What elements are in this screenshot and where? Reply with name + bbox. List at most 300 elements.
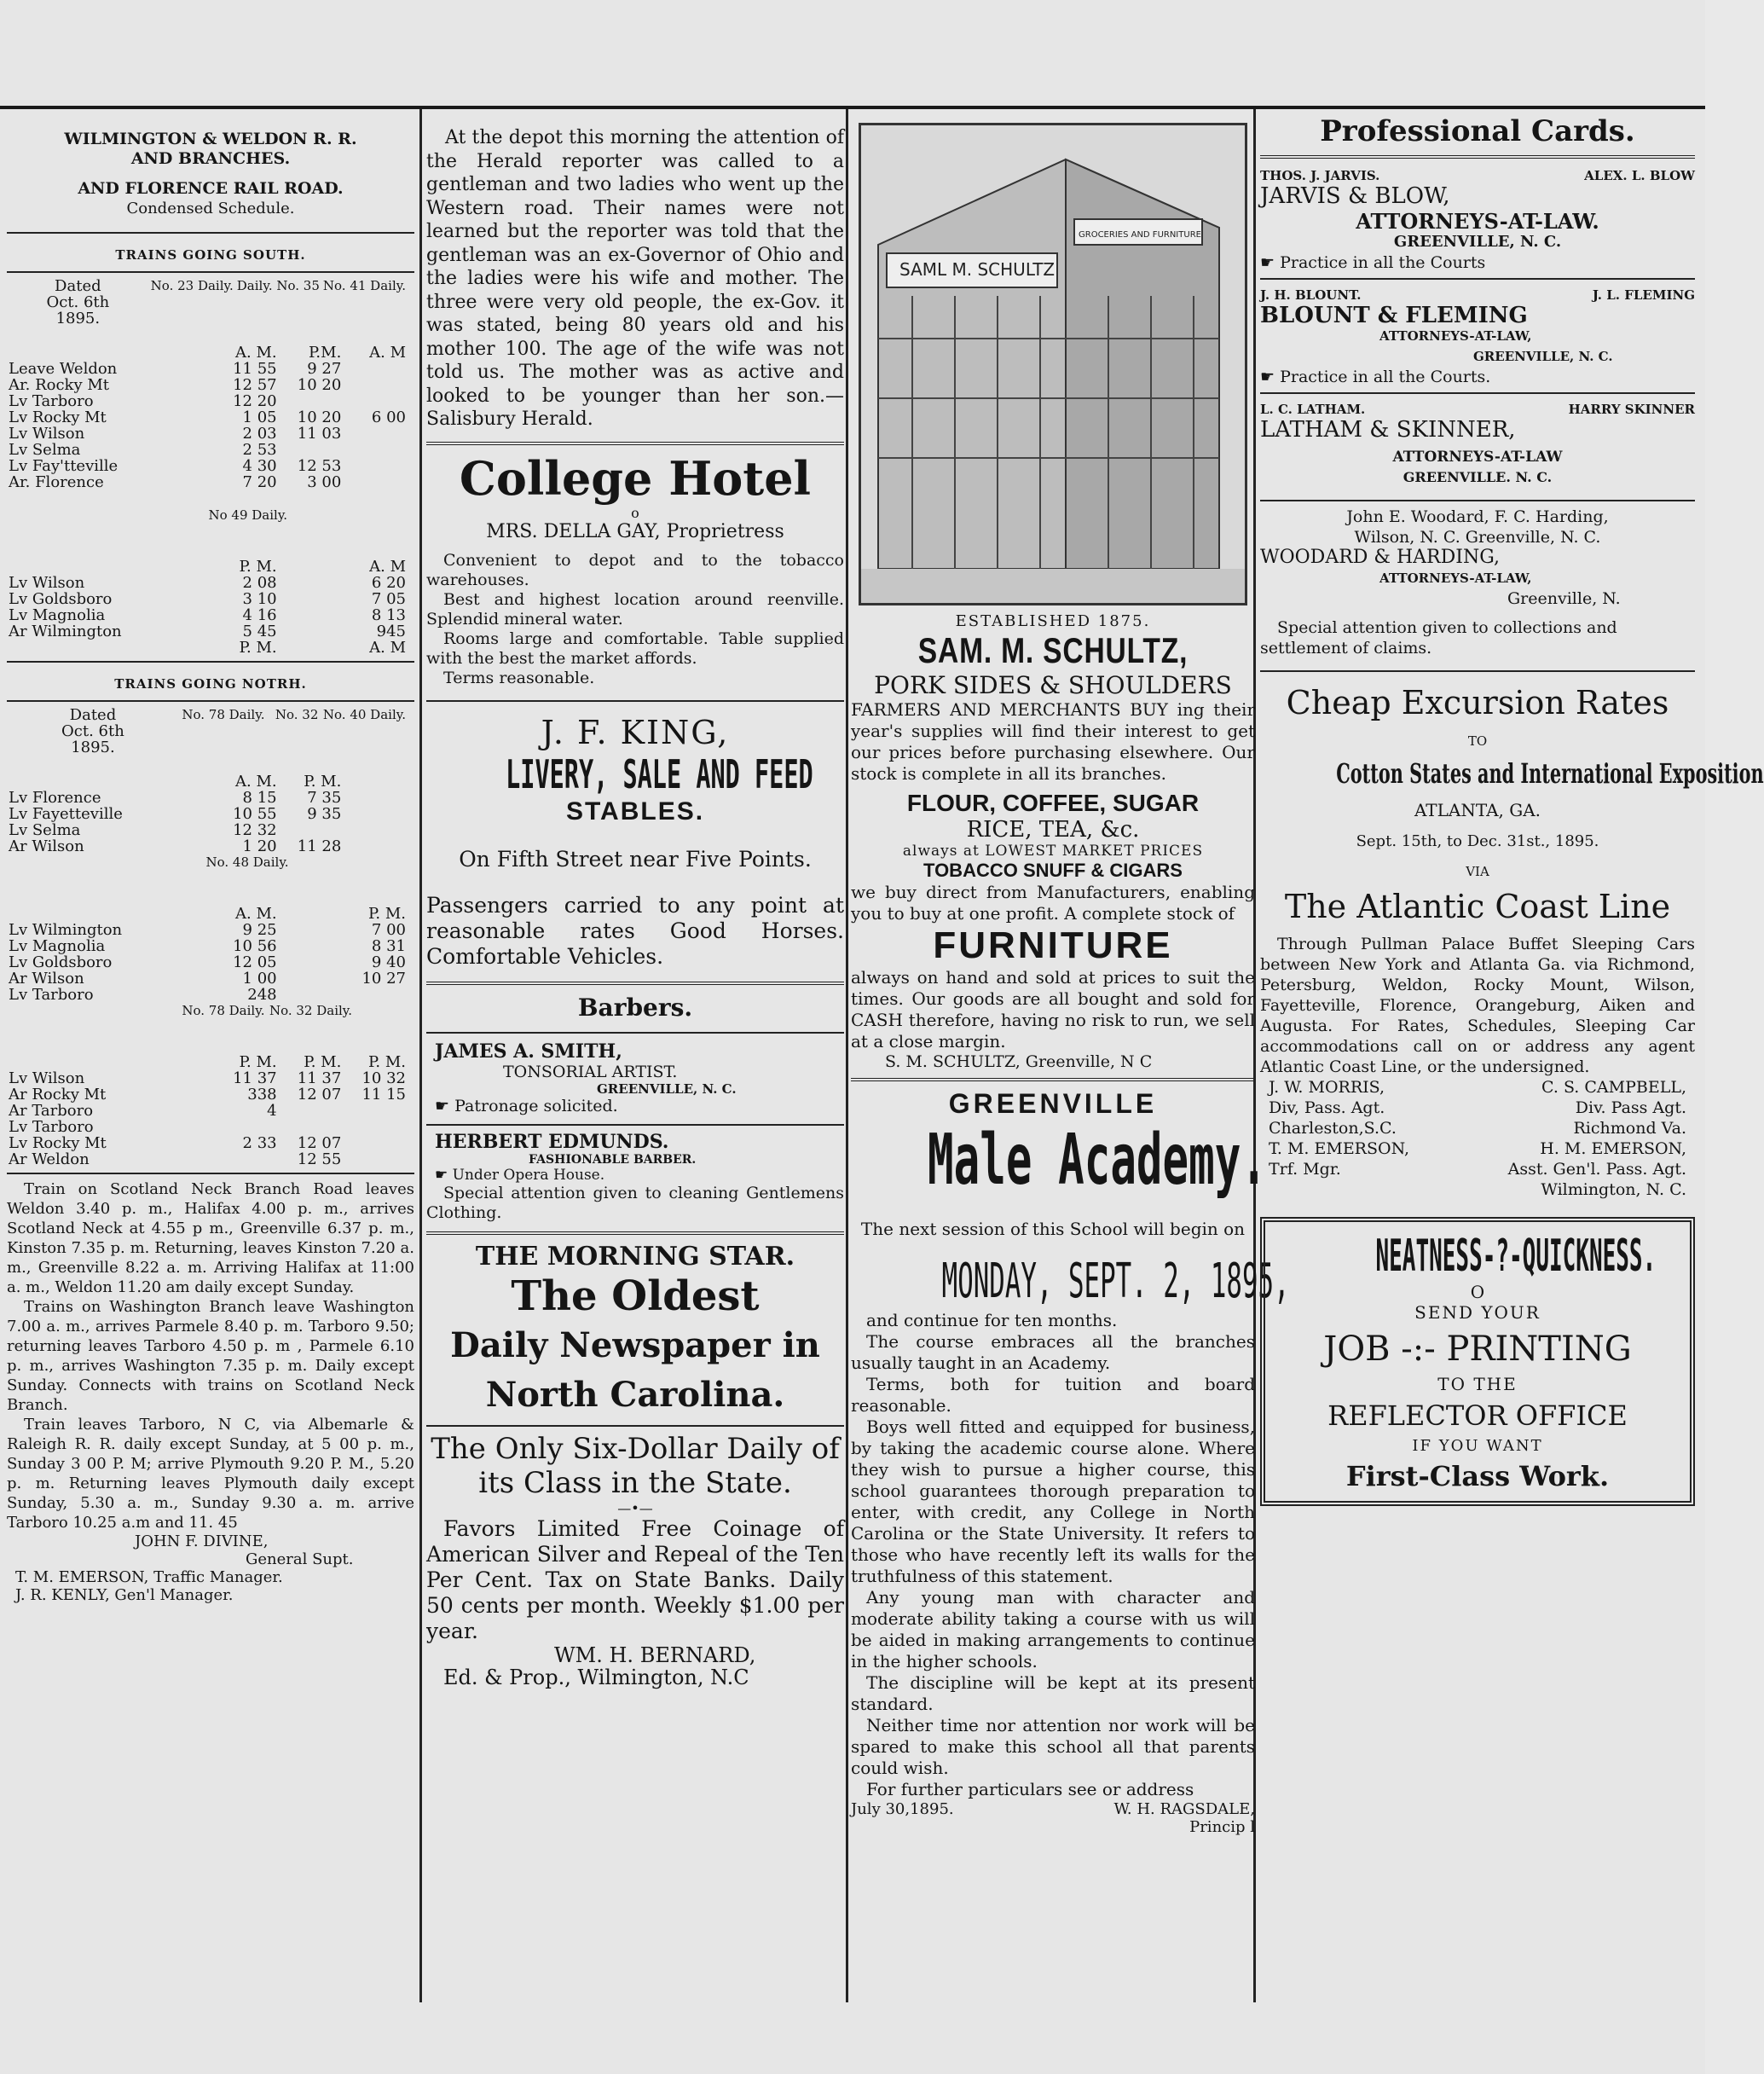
time-cell: 2 08 (242, 574, 277, 592)
agent-row (1260, 1118, 1695, 1138)
agent-cell: C. S. CAMPBELL, (1541, 1078, 1686, 1097)
job-printing: JOB -:- PRINTING (1323, 1330, 1632, 1369)
signature-line: JOHN F. DIVINE, (135, 1532, 269, 1550)
time-cell: 8 31 (371, 937, 406, 955)
timetable-row (7, 790, 408, 806)
south-timetable (7, 278, 408, 345)
time-cell (343, 1151, 408, 1167)
station-cell: Lv Goldsboro (9, 953, 113, 971)
latham-attorneys: ATTORNEYS-AT-LAW (1392, 449, 1563, 466)
station-cell: Ar. Florence (9, 473, 104, 491)
agent-row (1260, 1159, 1695, 1179)
station-cell: Lv Magnolia (9, 606, 106, 624)
send-your: SEND YOUR (1414, 1302, 1541, 1323)
star-title: THE MORNING STAR. (475, 1241, 795, 1272)
north2-times (7, 906, 408, 1003)
agent-row (1260, 1138, 1695, 1159)
divider (426, 700, 844, 702)
academy: Male Academy. (928, 1120, 1267, 1201)
agent-cell: J. W. MORRIS, (1269, 1078, 1385, 1097)
latham-firm: LATHAM & SKINNER, (1260, 417, 1516, 443)
academy-paragraph: Terms, both for tuition and board reasonable. (851, 1374, 1255, 1416)
station-cell (7, 773, 214, 790)
agent-cell: Asst. Gen'l. Pass. Agt. (1507, 1160, 1686, 1179)
time-cell: 4 16 (242, 606, 277, 624)
timetable-row (7, 906, 408, 922)
time-cell: 11 15 (361, 1086, 406, 1104)
south-times (7, 345, 408, 490)
academy-paragraph: Any young man with character and moderate ability taking a course with us will be aided in making arrangements to continue in the higher schools. (851, 1587, 1255, 1671)
station-cell: Ar Wilson (9, 837, 84, 855)
latham-card (1260, 399, 1695, 488)
time-cell: P. M. (239, 558, 277, 576)
time-cell: 3 10 (242, 590, 277, 608)
time-cell: 10 56 (233, 937, 277, 955)
divider (7, 1173, 414, 1174)
time-cell: 338 (247, 1086, 277, 1104)
time-cell: 7 20 (242, 473, 277, 491)
time-cell (279, 623, 344, 640)
time-cell (343, 1103, 408, 1119)
timetable-row (7, 922, 408, 938)
time-cell (279, 970, 344, 987)
time-cell: 8 15 (242, 789, 277, 807)
hotel-line: Best and highest location around reenville. Splendid mineral water. (426, 589, 844, 629)
star-sig1: WM. H. BERNARD, (554, 1642, 756, 1667)
time-cell (343, 822, 408, 838)
edmunds-location-text: Under Opera House. (452, 1166, 605, 1184)
academy-paragraph: The discipline will be kept at its present standard. (851, 1672, 1255, 1714)
hotel-proprietress: MRS. DELLA GAY, Proprietress (486, 520, 784, 542)
star-favors: Favors Limited Free Coinage of American Silver and Repeal of the Ten Per Cent. Tax on State Banks. Daily 50 cents per month. Weekly $1.00 per year. (426, 1515, 844, 1643)
flour: FLOUR, COFFEE, SUGAR (906, 790, 1200, 816)
partner-name: THOS. J. JARVIS. (1260, 168, 1380, 183)
south2-times (7, 559, 408, 656)
time-cell (343, 790, 408, 806)
time-cell: 9 25 (242, 921, 277, 939)
dated-label: Oct. 6th (61, 722, 124, 740)
time-cell: 9 27 (307, 360, 342, 378)
column-rule (846, 109, 848, 2002)
latham-location: GREENVILLE. N. C. (1403, 469, 1553, 485)
station-cell: Ar Tarboro (9, 1102, 94, 1120)
pointing-hand-icon: ☛ (435, 1096, 450, 1115)
time-cell: 12 55 (297, 1150, 342, 1168)
jarvis-note (1260, 252, 1695, 273)
divider (851, 1078, 1255, 1081)
hotel-line: Convenient to depot and to the tobacco warehouses. (426, 550, 844, 589)
time-cell: 4 30 (242, 457, 277, 475)
divider (426, 982, 844, 985)
established: ESTABLISHED 1875. (955, 612, 1151, 630)
star-only: The Only Six-Dollar Daily of its Class in the State. (431, 1431, 840, 1500)
timetable-row (7, 822, 408, 838)
time-cell: P. M. (367, 905, 406, 923)
time-cell: A. M. (235, 773, 277, 791)
train-number-header: No. 32 Daily. (269, 1003, 353, 1018)
train-number-header: Daily. No. 35 (236, 278, 320, 293)
station-cell: Lv Tarboro (9, 392, 94, 410)
divider (1260, 670, 1695, 672)
divider (426, 1032, 844, 1034)
depot-story: At the depot this morning the attention of the Herald reporter was called to a gentleman and two ladies who went up the Western road. Their names were not learned but the reporter was told that the gentleman was an ex-Governor of Ohio and the ladies were his wife and mother. The three were very old people, the ex-Gov. it was stated, being 80 years old and his mother 100. The age of the wife was not told us. The mother was as active and looked to be younger than her son.—Salisbury Herald. (426, 127, 844, 430)
time-cell: 1 20 (242, 837, 277, 855)
woodard-location: Greenville, N. (1507, 589, 1621, 608)
time-cell: 8 13 (371, 606, 406, 624)
time-cell: A. M (369, 344, 406, 362)
railroad-title-line: WILMINGTON & WELDON R. R. (64, 130, 357, 148)
timetable-row (7, 806, 408, 822)
railroad-title-line: Condensed Schedule. (126, 200, 295, 217)
king-business: LIVERY, SALE AND FEED (506, 750, 813, 797)
timetable-row (7, 458, 408, 474)
time-cell: 1 05 (242, 408, 277, 426)
time-cell: P. M. (304, 773, 342, 791)
agents (1260, 1077, 1695, 1200)
time-cell (343, 1135, 408, 1151)
edmunds-title: FASHIONABLE BARBER. (529, 1152, 697, 1167)
pointing-hand-icon: ☛ (1260, 368, 1275, 386)
time-cell: P. M. (304, 1053, 342, 1071)
agent-cell: Richmond Va. (1573, 1119, 1686, 1138)
barbers-title: Barbers. (577, 993, 693, 1022)
time-cell: 6 00 (371, 408, 406, 426)
train-number-header: No. 78 Daily. (182, 707, 265, 722)
divider (426, 1124, 844, 1126)
timetable-row (7, 559, 408, 575)
timetable-row (7, 1070, 408, 1086)
time-cell: 11 37 (297, 1069, 342, 1087)
time-cell: 2 53 (242, 441, 277, 459)
furniture-signature: S. M. SCHULTZ, Greenville, N C (885, 1052, 1153, 1071)
agent-cell: Trf. Mgr. (1269, 1160, 1341, 1179)
star-oldest: The Oldest (511, 1272, 760, 1320)
branch-note: Train leaves Tarboro, N C, via Albemarle & Raleigh R. R. daily except Sunday, at 5 00 p. m., Sunday 3 00 P. M; arrive Plymouth 9.20 P. M., 5.20 p. m. Returning leaves Plymouth daily except Sunday, 5.30 a. m., Sunday 9.30 a. m. arrive Tarboro 10.25 a.m and 11. 45 (7, 1416, 414, 1532)
academy-signature (851, 1800, 1255, 1818)
railroad-signature (7, 1532, 414, 1604)
edmunds-location (426, 1167, 844, 1184)
furniture: FURNITURE (933, 924, 1173, 966)
station-cell: Lv Fayetteville (9, 805, 123, 823)
time-cell (343, 458, 408, 474)
timetable-row (7, 442, 408, 458)
time-cell: 12 57 (233, 376, 277, 394)
divider (1260, 392, 1695, 394)
timetable-row (7, 1135, 408, 1151)
station-cell: Ar Rocky Mt (9, 1086, 107, 1104)
railroad-column (7, 114, 414, 2059)
station-cell: Lv Wilson (9, 574, 85, 592)
time-cell: 12 07 (297, 1134, 342, 1152)
academy-paragraph: For further particulars see or address (866, 1779, 1194, 1799)
timetable-row (7, 377, 408, 393)
time-cell: 9 40 (371, 953, 406, 971)
time-cell: 7 35 (307, 789, 342, 807)
star-nc: North Carolina. (485, 1374, 785, 1415)
dated-label: 1895. (55, 310, 101, 327)
agent-cell: Div. Pass Agt. (1575, 1098, 1686, 1117)
agent-cell: T. M. EMERSON, (1269, 1139, 1410, 1158)
schultz-column (851, 114, 1290, 2059)
timetable-row (7, 938, 408, 954)
time-cell: P. M. (239, 1053, 277, 1071)
hotel-ornament: o (631, 504, 639, 521)
time-cell (279, 954, 344, 970)
time-cell (279, 640, 344, 656)
neatness: NEATNESS-?-QUICKNESS. (1375, 1231, 1657, 1282)
time-cell: 11 28 (297, 837, 342, 855)
time-cell (279, 938, 344, 954)
monday: MONDAY, SEPT. 2, 1895, (941, 1254, 1290, 1309)
blount-location: GREENVILLE, N. C. (1473, 349, 1613, 364)
timetable-row (7, 393, 408, 409)
timetable-header (7, 707, 408, 773)
farmers-text: FARMERS AND MERCHANTS BUY ing their year's supplies will find their interest to get our prices before purchasing elsewhere. Our stock is complete in all its branches. (851, 699, 1255, 784)
store-sign-text: SAML M. SCHULTZ (899, 259, 1056, 280)
jarvis-card (1260, 165, 1695, 273)
station-cell (7, 1054, 214, 1070)
time-cell (343, 773, 408, 790)
timetable-row (7, 591, 408, 607)
station-cell: Lv Rocky Mt (9, 408, 107, 426)
timetable-row (7, 1119, 408, 1135)
king-passengers: Passengers carried to any point at reasonable rates Good Horses. Comfortable Vehicles. (426, 892, 844, 969)
top-rule (0, 106, 1705, 109)
excursion-title: Cheap Excursion Rates (1286, 684, 1669, 721)
partner-name: J. H. BLOUNT. (1260, 287, 1362, 303)
agent-row (1260, 1077, 1695, 1098)
time-cell (343, 806, 408, 822)
divider (1260, 278, 1695, 280)
academy-paragraph: Neither time nor attention nor work will be spared to make this school all that parents could wish. (851, 1715, 1255, 1778)
middle-column (426, 114, 844, 2059)
reflector-office: REFLECTOR OFFICE (1327, 1399, 1628, 1432)
time-cell (279, 591, 344, 607)
time-cell: 10 55 (233, 805, 277, 823)
star-daily: Daily Newspaper in (450, 1324, 820, 1365)
timetable-row (7, 1103, 408, 1119)
academy-title: Princip l (1189, 1818, 1255, 1836)
time-cell (343, 474, 408, 490)
time-cell (343, 426, 408, 442)
time-cell: A. M (369, 558, 406, 576)
timetable-row (7, 474, 408, 490)
printing-ad (1260, 1217, 1695, 1506)
time-cell: 10 32 (361, 1069, 406, 1087)
station-cell: Lv Magnolia (9, 937, 106, 955)
branch-note: Train on Scotland Neck Branch Road leaves Weldon 3.40 p. m., Halifax 4.00 p. m., arrives Scotland Neck at 4.55 p m., Greenville 6.37 p. m., Kinston 7.35 p. m. Returning, leaves Kinston 7.20 a. m., Greenville 8.22 a. m. Arriving Halifax at 11:00 a. m., Weldon 11.20 am daily except Sunday. (7, 1180, 414, 1296)
blount-attorneys: ATTORNEYS-AT-LAW, (1379, 328, 1532, 344)
woodard-attorneys: ATTORNEYS-AT-LAW, (1379, 571, 1532, 586)
time-cell: P.M. (308, 344, 342, 362)
academy-paragraph: The course embraces all the branches usually taught in an Academy. (851, 1331, 1255, 1373)
pointing-hand-icon: ☛ (1260, 253, 1275, 272)
divider (426, 1231, 844, 1235)
excursion-to: TO (1467, 733, 1488, 749)
divider (1260, 155, 1695, 159)
spacer (7, 490, 414, 507)
time-cell: 248 (247, 986, 277, 1004)
timetable-header (7, 278, 408, 345)
partner-name: ALEX. L. BLOW (1584, 168, 1695, 183)
station-cell: Leave Weldon (9, 360, 118, 378)
time-cell: 10 20 (297, 408, 342, 426)
station-cell: Lv Rocky Mt (9, 1134, 107, 1152)
schultz-name: SAM. M. SCHULTZ, (917, 630, 1189, 670)
king-stables: STABLES. (565, 797, 705, 826)
time-cell: 12 20 (233, 392, 277, 410)
timetable-row (7, 640, 408, 656)
train-number-header: No. 41 Daily. (322, 278, 406, 293)
train-number-header: No. 23 Daily. (150, 278, 234, 293)
time-cell: 1 00 (242, 970, 277, 988)
academy-paragraph: and continue for ten months. (866, 1310, 1118, 1330)
first-class-work: First-Class Work. (1345, 1460, 1610, 1492)
railroad-title (7, 130, 414, 218)
divider (7, 661, 414, 663)
always: always at LOWEST MARKET PRICES (902, 843, 1204, 860)
signature-line: General Supt. (246, 1550, 354, 1568)
timetable-row (7, 607, 408, 623)
time-cell (279, 559, 344, 575)
time-cell: 7 05 (371, 590, 406, 608)
time-cell (343, 987, 408, 1003)
train-number-header: No. 48 Daily. (205, 855, 289, 870)
station-cell: Lv Wilmington (9, 921, 123, 939)
time-cell (343, 838, 408, 855)
time-cell (279, 987, 344, 1003)
store-building-image (861, 125, 1245, 603)
timetable-row (7, 773, 408, 790)
agent-cell: H. M. EMERSON, (1540, 1139, 1686, 1158)
south2-header-table (7, 507, 408, 559)
time-cell: 12 53 (297, 457, 342, 475)
time-cell (279, 1103, 344, 1119)
hotel-title: College Hotel (459, 450, 812, 506)
station-cell: Lv Tarboro (9, 986, 94, 1004)
column-rule (419, 109, 422, 2002)
smith-note (426, 1097, 844, 1115)
station-cell (7, 345, 214, 361)
station-cell: Lv Wilson (9, 425, 85, 443)
excursion-line: The Atlantic Coast Line (1284, 888, 1671, 925)
time-cell (279, 393, 344, 409)
timetable-row (7, 361, 408, 377)
timetable-row (7, 1054, 408, 1070)
time-cell: 11 03 (297, 425, 342, 443)
north3-header-table (7, 1003, 408, 1054)
divider (1260, 500, 1695, 501)
train-number-header: No 49 Daily. (208, 507, 288, 523)
timetable-row (7, 1086, 408, 1103)
timetable-row (7, 409, 408, 426)
timetable-row (7, 575, 408, 591)
divider (426, 442, 844, 445)
king-location: On Fifth Street near Five Points. (459, 846, 812, 872)
north2-header-table (7, 855, 408, 906)
if-you-want: IF YOU WANT (1412, 1437, 1543, 1455)
time-cell: 12 05 (233, 953, 277, 971)
station-cell: Lv Goldsboro (9, 590, 113, 608)
time-cell (279, 906, 344, 922)
partner-name: HARRY SKINNER (1568, 402, 1695, 417)
timetable-row (7, 987, 408, 1003)
academy-signer: W. H. RAGSDALE, (1113, 1800, 1255, 1818)
railroad-title-line: AND BRANCHES. (130, 149, 291, 168)
jarvis-location: GREENVILLE, N. C. (1393, 233, 1562, 251)
time-cell (343, 442, 408, 458)
smith-location: GREENVILLE, N. C. (597, 1080, 737, 1097)
time-cell: 7 00 (371, 921, 406, 939)
divider (7, 700, 414, 702)
partner-name: J. L. FLEMING (1592, 287, 1695, 303)
time-cell (279, 922, 344, 938)
cards-title: Professional Cards. (1320, 114, 1635, 148)
time-cell (279, 575, 344, 591)
station-cell: Lv Selma (9, 821, 81, 839)
station-cell: Ar Wilmington (9, 623, 122, 640)
timetable-row (7, 426, 408, 442)
time-cell: P. M. (367, 1053, 406, 1071)
smith-note-text: Patronage solicited. (454, 1096, 618, 1115)
time-cell: A. M. (235, 905, 277, 923)
time-cell: 5 45 (242, 623, 277, 640)
station-cell: Ar. Rocky Mt (9, 376, 110, 394)
time-cell: 6 20 (371, 574, 406, 592)
tobacco: TOBACCO SNUFF & CIGARS (923, 860, 1183, 881)
agent-row (1260, 1098, 1695, 1118)
station-cell (7, 559, 214, 575)
excursion-city: ATLANTA, GA. (1414, 800, 1541, 820)
partner-names: John E. Woodard, F. C. Harding, (1346, 507, 1609, 526)
pointing-hand-icon: ☛ (435, 1166, 448, 1184)
king-name: J. F. KING, (541, 713, 730, 751)
time-cell: 10 20 (297, 376, 342, 394)
rice: RICE, TEA, &c. (966, 817, 1140, 843)
blount-note (1260, 367, 1695, 387)
timetable-row (7, 954, 408, 970)
star-sig2: Ed. & Prop., Wilmington, N.C (443, 1665, 749, 1689)
time-cell: 10 27 (361, 970, 406, 988)
dated-label: Dated (55, 277, 101, 295)
north-times (7, 773, 408, 855)
time-cell (279, 1119, 344, 1135)
furniture-text: always on hand and sold at prices to suit the times. Our goods are all bought and sold for CASH therefore, having no risk to run, we sell at a close margin. (851, 967, 1255, 1051)
time-cell: 11 55 (233, 360, 277, 378)
smith-title: TONSORIAL ARTIST. (503, 1062, 678, 1081)
divider (7, 271, 414, 273)
neatness-ornament: O (1470, 1282, 1485, 1302)
south-title: TRAINS GOING SOUTH. (115, 247, 306, 263)
station-cell: Lv Tarboro (9, 1118, 94, 1136)
time-cell (214, 1151, 279, 1167)
railroad-title-line: AND FLORENCE RAIL ROAD. (78, 179, 344, 198)
dated-cell (7, 278, 149, 345)
academy-body (851, 1310, 1255, 1800)
train-number-header: No. 40 Daily. (322, 707, 406, 722)
blount-note-text: Practice in all the Courts. (1280, 368, 1491, 386)
partner-name: L. C. LATHAM. (1260, 402, 1366, 417)
edmunds-name: HERBERT EDMUNDS. (435, 1130, 669, 1153)
blount-card (1260, 285, 1695, 387)
partner-locations: Wilson, N. C. Greenville, N. C. (1354, 528, 1601, 547)
timetable-row (7, 623, 408, 640)
branch-note: Trains on Washington Branch leave Washington 7.00 a. m., arrives Parmele 8.40 p. m. Tarboro 9.50; returning leaves Tarboro 4.50 p. m , Parmele 6.10 p. m., arrives Washington 7.35 p. m. Daily except Sunday. Connects with trains on Scotland Neck Branch. (7, 1298, 414, 1414)
train-number-header: No. 78 Daily. (182, 1003, 265, 1018)
excursion-body: Through Pullman Palace Buffet Sleeping Cars between New York and Atlanta Ga. via Richmond, Petersburg, Weldon, Rocky Mount, Wilson, Fayetteville, Florence, Orangeburg, Aiken and Augusta. For Rates, Schedules, Sleeping Car accommodations call on or address any agent Atlantic Coast Line, or the undersigned. (1260, 935, 1695, 1076)
academy-paragraph: Boys well fitted and equipped for business, by taking the academic course alone. Where they wish to pursue a higher course, this school guarantees thorough preparation to enter, with credit, any College in North Carolina or the State University. It refers to those who have recently left its walls for the truthfulness of this statement. (851, 1416, 1255, 1586)
agent-cell: Charleston,S.C. (1269, 1119, 1397, 1138)
